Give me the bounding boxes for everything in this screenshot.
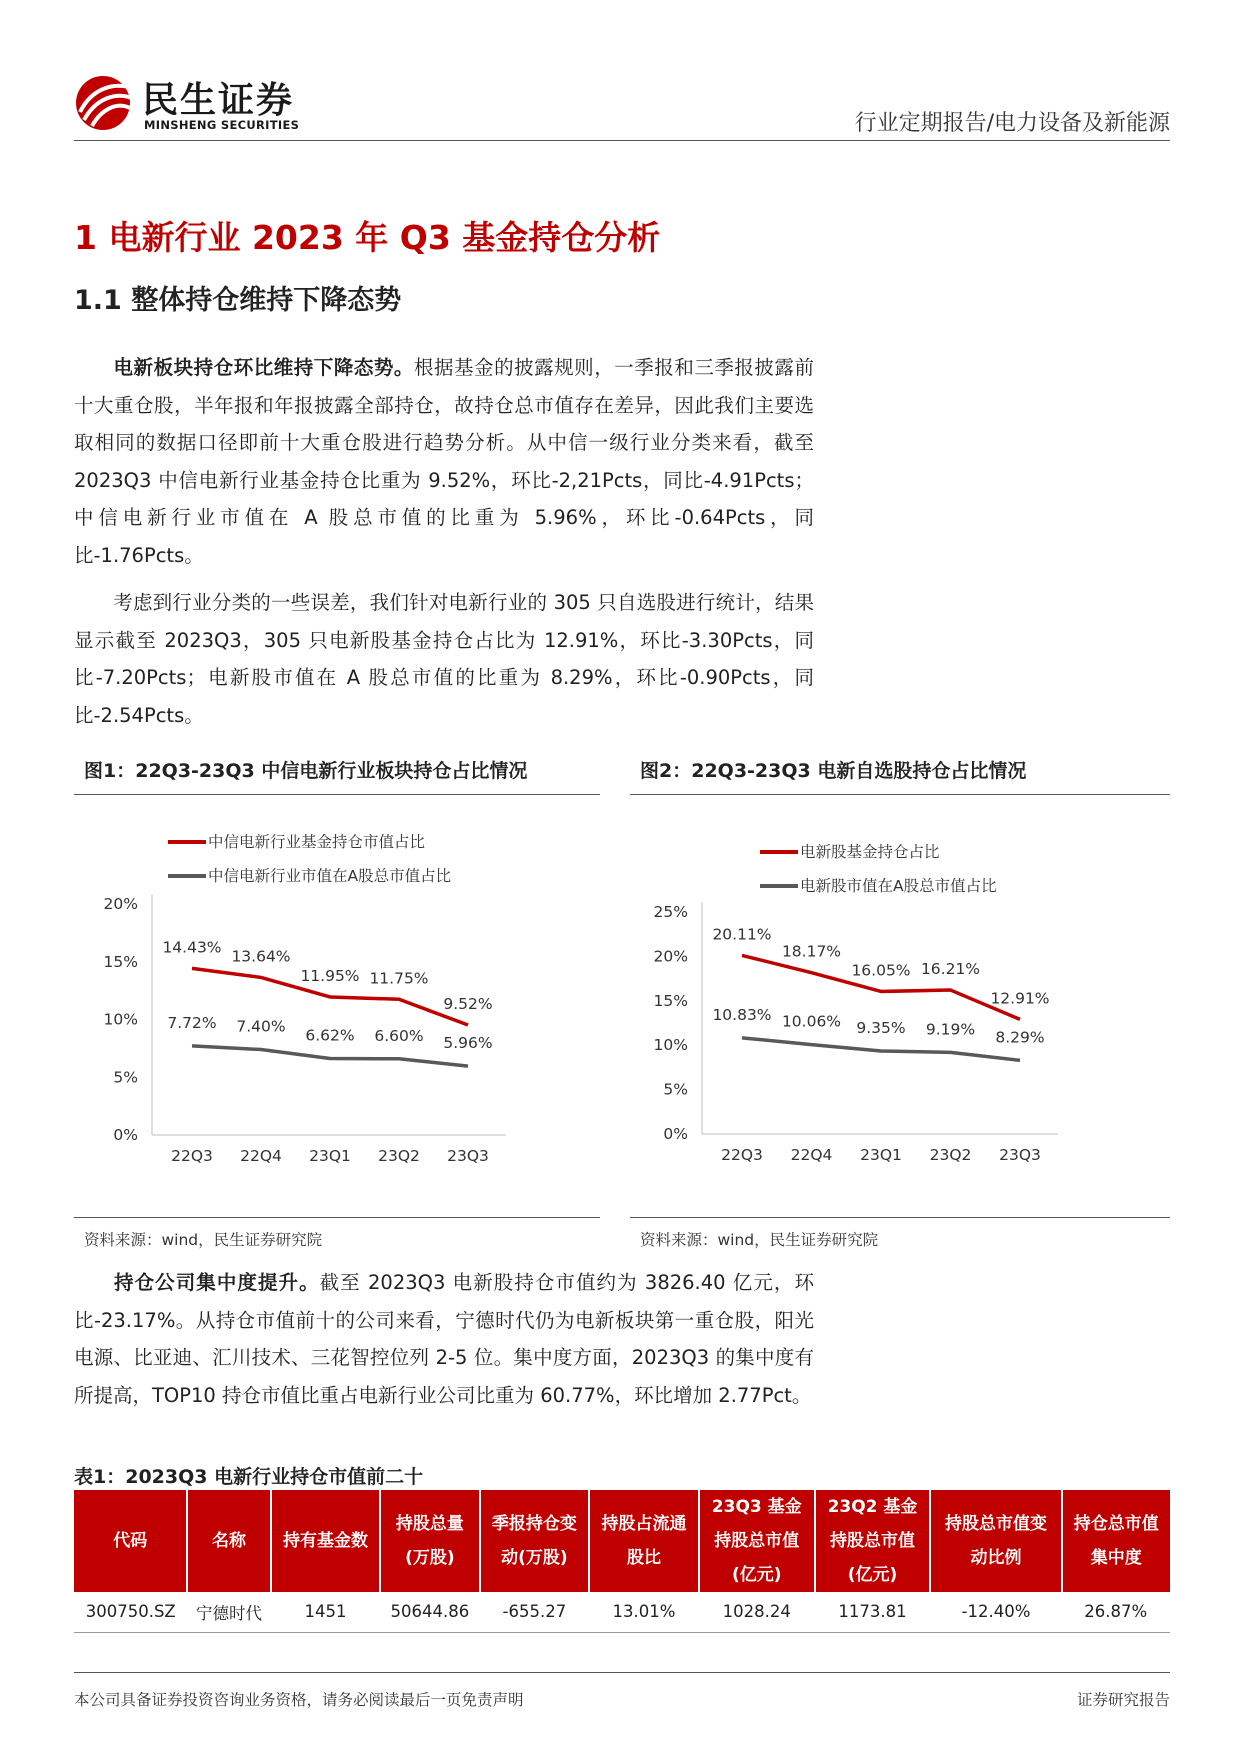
footer-report-label: 证券研究报告	[1076, 1691, 1170, 1709]
y-tick-label: 10%	[653, 1036, 688, 1055]
data-label: 16.21%	[920, 960, 981, 979]
section-heading: 1 电新行业 2023 年 Q3 基金持仓分析	[74, 218, 661, 257]
legend-label: 电新股基金持仓占比	[800, 843, 940, 861]
data-label: 14.43%	[162, 938, 222, 957]
footer-disclaimer: 本公司具备证券投资咨询业务资格，请务必阅读最后一页免责声明	[74, 1691, 524, 1709]
table-header-row	[74, 1490, 1170, 1592]
table-cell: 13.01%	[589, 1592, 699, 1632]
x-tick-label: 23Q3	[999, 1146, 1041, 1164]
table-row	[74, 1592, 1170, 1632]
table-title: 表1：2023Q3 电新行业持仓市值前二十	[74, 1466, 424, 1488]
x-tick-label: 22Q3	[721, 1146, 763, 1164]
table-header-cell: 持股占流通 股比	[589, 1490, 699, 1592]
logo-english-name: MINSHENG SECURITIES	[144, 118, 300, 132]
data-label: 9.52%	[443, 995, 493, 1014]
y-tick-label: 15%	[653, 991, 688, 1010]
x-tick-label: 23Q3	[447, 1147, 489, 1165]
data-label: 10.83%	[712, 1005, 772, 1024]
paragraph-1	[74, 349, 814, 574]
table-cell: 1451	[271, 1592, 381, 1632]
figure-1-source: 资料来源：wind，民生证券研究院	[84, 1231, 323, 1249]
logo-chinese-name: 民生证券	[142, 80, 295, 121]
paragraph-1-body: 根据基金的披露规则，一季报和三季报披露前十大重仓股，半年报和年报披露全部持仓，故持仓总市值存在差异，因此我们主要选取相同的数据口径即前十大重仓股进行趋势分析。从中信一级行业分类来看，截至 2023Q3 中信电新行业基金持仓比重为 9.52%，环比-2,21Pcts，同比-4.91Pcts；中信电新行业市值在 A 股总市值的比重为 5.96%，环比-0.64Pcts，同比-1.76Pcts。	[74, 356, 814, 567]
company-logo	[74, 70, 314, 134]
page-header	[74, 70, 1170, 140]
legend-label: 中信电新行业市值在A股总市值占比	[208, 867, 452, 885]
data-label: 5.96%	[443, 1034, 493, 1053]
y-tick-label: 0%	[113, 1126, 138, 1144]
table-header-cell: 23Q3 基金 持股总市值 (亿元)	[699, 1490, 815, 1592]
data-label: 7.72%	[167, 1013, 217, 1032]
table-cell: -655.27	[480, 1592, 590, 1632]
data-label: 13.64%	[231, 947, 291, 966]
x-tick-label: 23Q1	[309, 1147, 351, 1165]
table-cell: 26.87%	[1062, 1592, 1171, 1632]
figure-2-top-rule	[630, 794, 1170, 795]
y-tick-label: 20%	[653, 947, 688, 966]
header-divider	[74, 140, 1170, 141]
legend-label: 中信电新行业基金持仓市值占比	[208, 833, 426, 851]
table-header-cell: 持股总量 (万股)	[380, 1490, 479, 1592]
table-header-cell: 23Q2 基金 持股总市值 (亿元)	[815, 1490, 931, 1592]
table-cell: -12.40%	[930, 1592, 1061, 1632]
figure-1-chart	[74, 800, 600, 1210]
data-label: 11.95%	[300, 966, 360, 985]
data-label: 9.35%	[856, 1018, 906, 1037]
figure-2-chart	[630, 800, 1170, 1210]
y-tick-label: 15%	[103, 952, 138, 971]
logo-mark-icon	[74, 74, 136, 132]
table-cell: 1028.24	[699, 1592, 815, 1632]
data-label: 20.11%	[712, 925, 772, 944]
data-label: 16.05%	[851, 961, 911, 980]
report-type: 行业定期报告/电力设备及新能源	[854, 111, 1170, 136]
data-label: 10.06%	[781, 1012, 842, 1031]
data-label: 7.40%	[236, 1017, 286, 1036]
x-tick-label: 22Q4	[790, 1146, 833, 1164]
series-line	[742, 1038, 1020, 1061]
legend-label: 电新股市值在A股总市值占比	[800, 877, 997, 895]
x-tick-label: 23Q1	[860, 1146, 902, 1164]
figure-2-bottom-rule	[630, 1217, 1170, 1218]
table-cell: 1173.81	[815, 1592, 931, 1632]
table-body	[74, 1592, 1170, 1632]
paragraph-3-body: 截至 2023Q3 电新股持仓市值约为 3826.40 亿元，环比-23.17%。从持仓市值前十的公司来看，宁德时代仍为电新板块第一重仓股，阳光电源、比亚迪、汇川技术、三花智控位列 2-5 位。集中度方面，2023Q3 的集中度有所提高，TOP10 持仓市值比重占电新行业公司比重为 60.77%，环比增加 2.77Pct。	[74, 1271, 814, 1407]
y-tick-label: 5%	[113, 1068, 138, 1087]
paragraph-1-lead: 电新板块持仓环比维持下降态势。	[113, 356, 414, 379]
data-label: 6.62%	[305, 1026, 355, 1045]
series-line	[192, 1046, 468, 1066]
table-cell: 50644.86	[380, 1592, 479, 1632]
figure-1-bottom-rule	[74, 1217, 600, 1218]
figure-1-top-rule	[74, 794, 600, 795]
table-header-cell: 持有基金数	[271, 1490, 381, 1592]
table-cell: 宁德时代	[187, 1592, 270, 1632]
figure-1-title: 图1：22Q3-23Q3 中信电新行业板块持仓占比情况	[84, 760, 528, 782]
y-tick-label: 10%	[103, 1010, 138, 1029]
y-tick-label: 5%	[663, 1080, 688, 1099]
table-header-cell: 季报持仓变 动(万股)	[480, 1490, 590, 1592]
y-tick-label: 20%	[103, 895, 138, 913]
paragraph-2-body: 考虑到行业分类的一些误差，我们针对电新行业的 305 只自选股进行统计，结果显示截至 2023Q3，305 只电新股基金持仓占比为 12.91%，环比-3.30Pcts，同比-7.20Pcts；电新股市值在 A 股总市值的比重为 8.29%，环比-0.90Pcts，同比-2.54Pcts。	[74, 591, 814, 727]
data-label: 18.17%	[781, 942, 842, 961]
table-header-cell: 名称	[187, 1490, 270, 1592]
figure-2-source: 资料来源：wind，民生证券研究院	[640, 1231, 879, 1249]
x-tick-label: 23Q2	[929, 1146, 972, 1164]
paragraph-2	[74, 584, 814, 734]
x-tick-label: 23Q2	[378, 1147, 420, 1165]
table-header-cell: 持股总市值变 动比例	[930, 1490, 1061, 1592]
table-header-cell: 持仓总市值 集中度	[1062, 1490, 1171, 1592]
paragraph-3	[74, 1264, 814, 1414]
footer-divider	[74, 1672, 1170, 1673]
table-header-cell: 代码	[74, 1490, 187, 1592]
data-label: 9.19%	[925, 1020, 976, 1039]
y-tick-label: 0%	[663, 1125, 688, 1143]
data-label: 8.29%	[995, 1028, 1045, 1047]
holdings-table	[74, 1490, 1170, 1633]
y-tick-label: 25%	[653, 903, 688, 921]
x-tick-label: 22Q4	[240, 1147, 282, 1165]
data-label: 12.91%	[990, 989, 1050, 1008]
figure-2-title: 图2：22Q3-23Q3 电新自选股持仓占比情况	[640, 760, 1027, 782]
subsection-heading: 1.1 整体持仓维持下降态势	[74, 285, 402, 316]
data-label: 11.75%	[369, 969, 429, 988]
data-label: 6.60%	[374, 1026, 424, 1045]
x-tick-label: 22Q3	[171, 1147, 213, 1165]
paragraph-3-lead: 持仓公司集中度提升。	[113, 1271, 320, 1294]
table-cell: 300750.SZ	[74, 1592, 187, 1632]
